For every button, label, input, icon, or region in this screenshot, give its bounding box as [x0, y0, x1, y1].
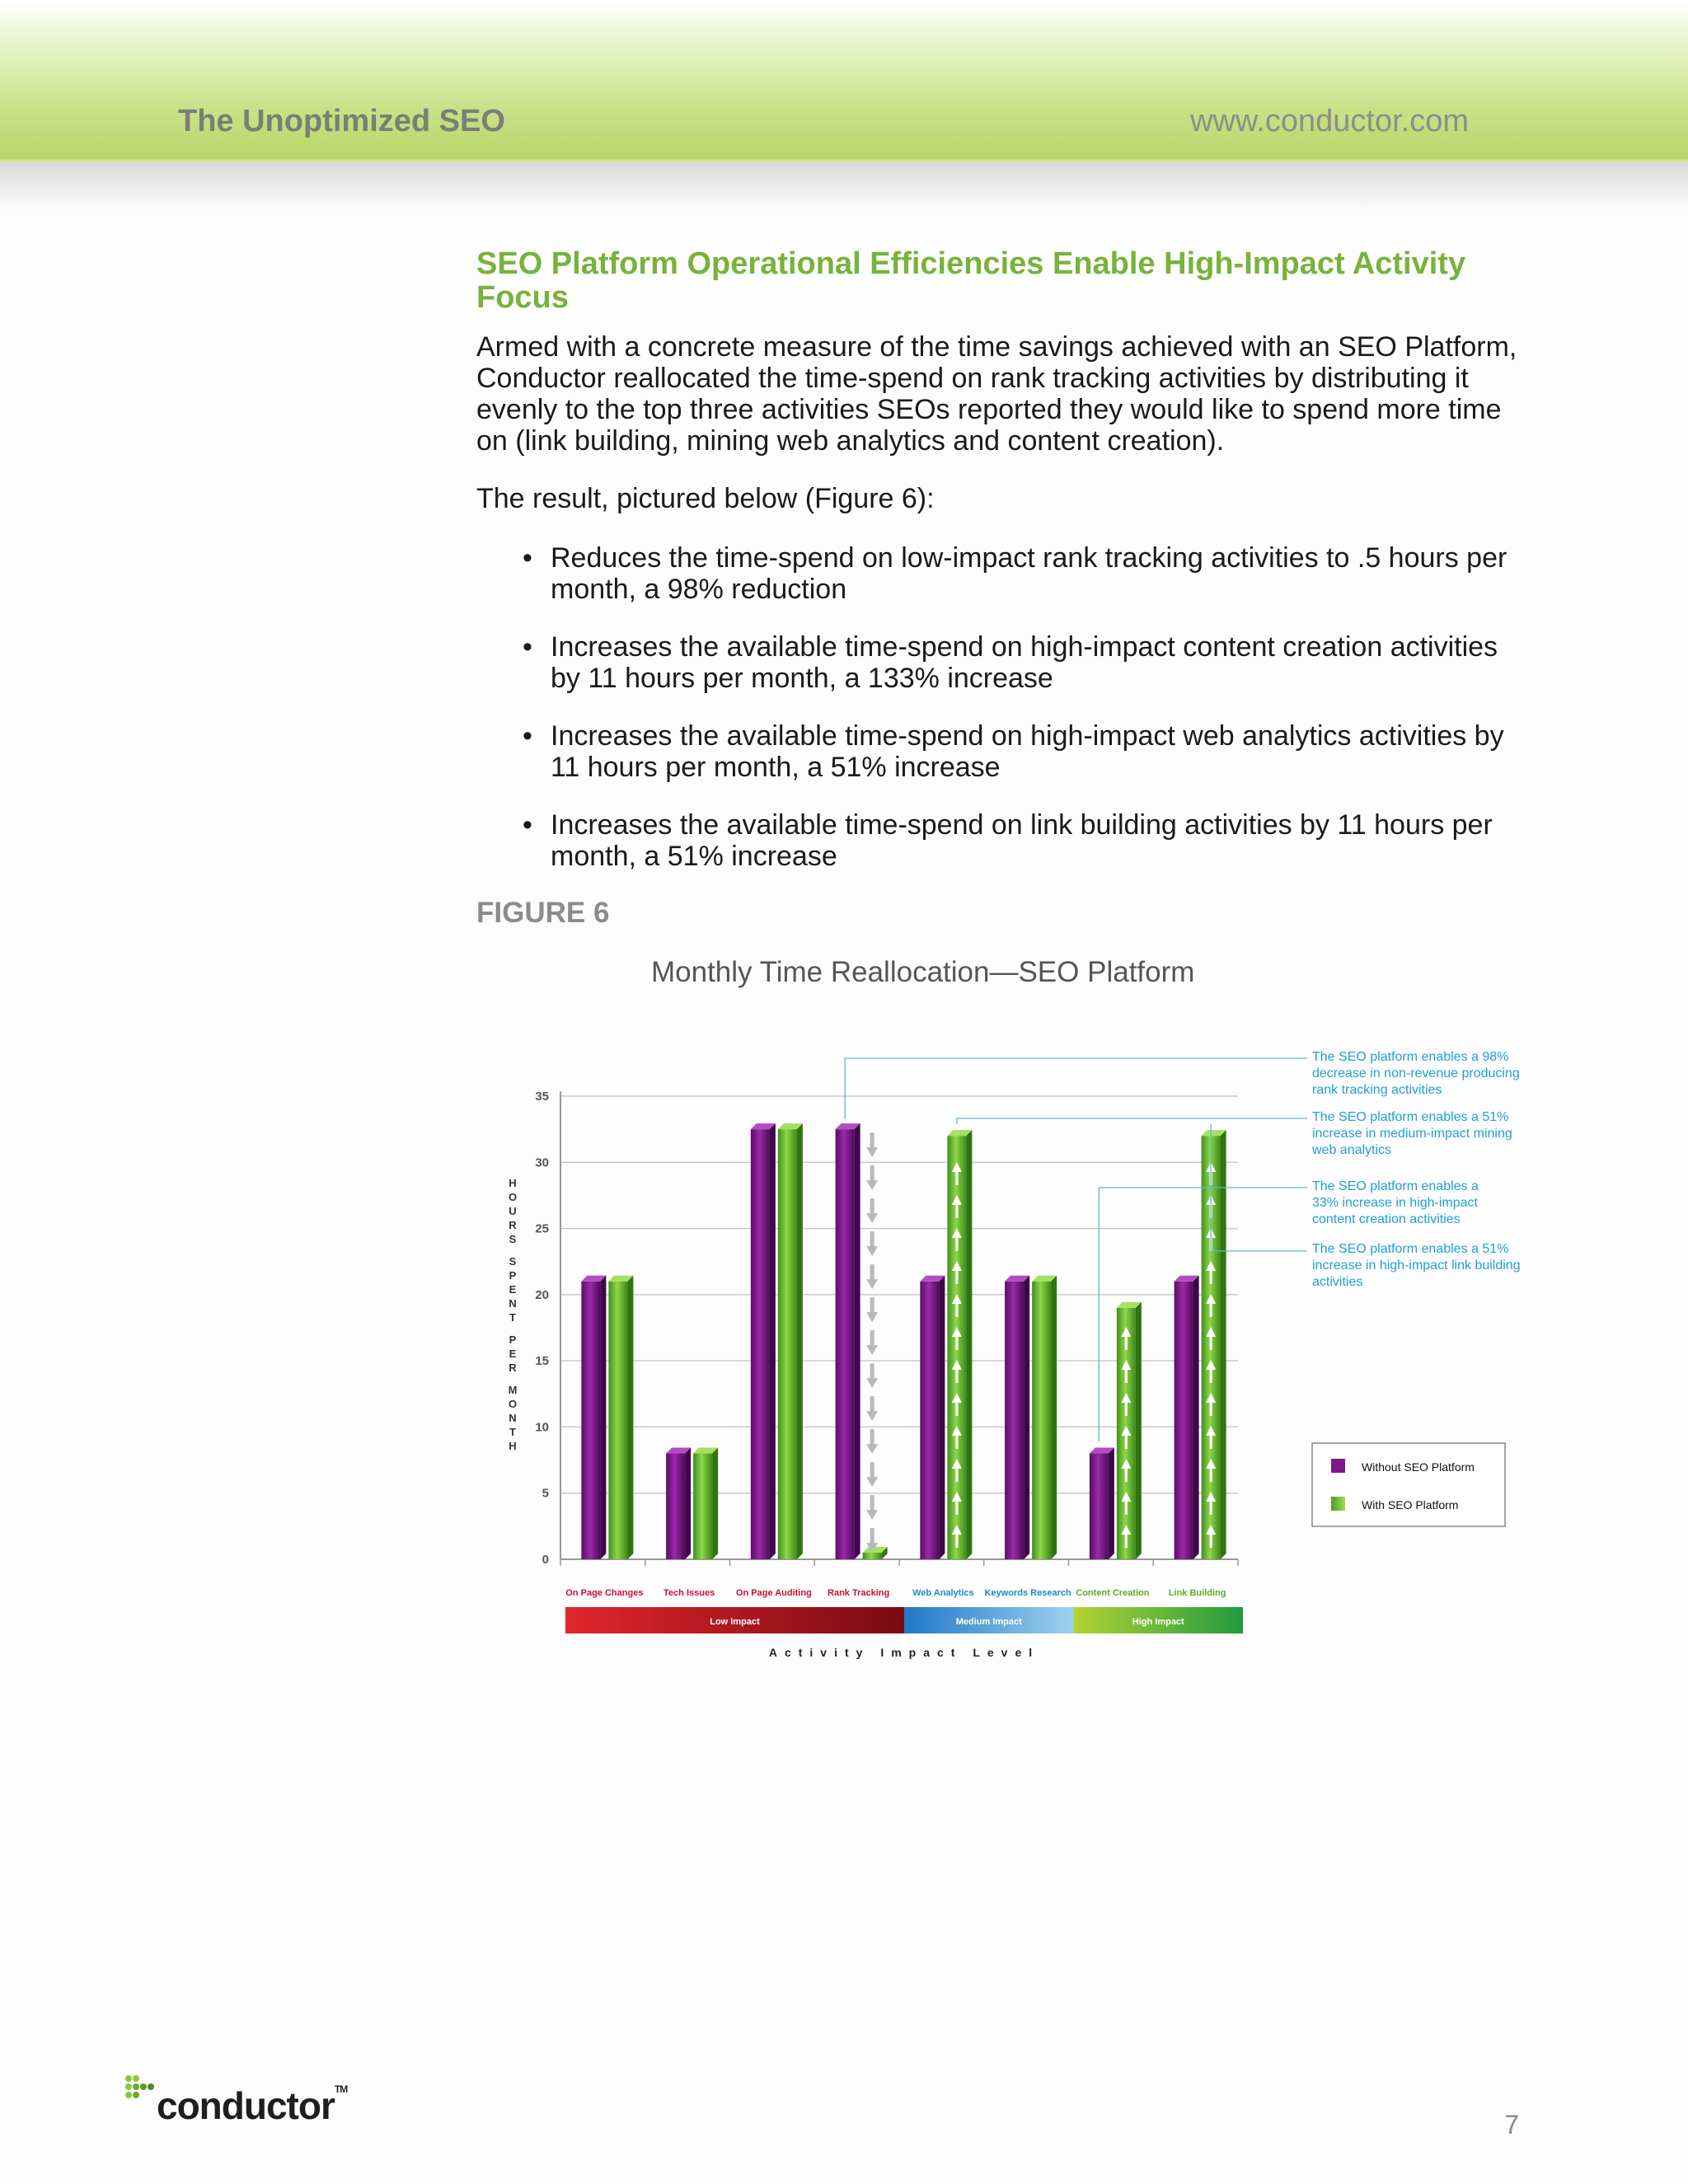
x-category-label: Link Building [1168, 1588, 1226, 1598]
result-bullet-4: • Increases the available time-spend on link building activities by 11 hours per month, a 51% increase [551, 809, 1523, 872]
annotation-leader [845, 1058, 1307, 1119]
x-category-label: On Page Changes [565, 1588, 644, 1598]
annotation-text: increase in medium-impact mining [1312, 1127, 1512, 1141]
annotation-text: content creation activities [1312, 1212, 1461, 1226]
impact-band-label: Low Impact [710, 1617, 760, 1627]
annotation-text: The SEO platform enables a 51% [1312, 1110, 1509, 1124]
y-tick-label: 5 [542, 1486, 549, 1501]
result-bullet-1: • Reduces the time-spend on low-impact rank tracking activities to .5 hours per month, a 98% reduction [551, 542, 1523, 605]
x-axis-label: Activity Impact Level [768, 1646, 1040, 1659]
down-arrow-head [866, 1378, 878, 1388]
x-category-label: Web Analytics [912, 1588, 974, 1598]
x-category-label: On Page Auditing [735, 1588, 812, 1598]
y-axis-label [509, 1177, 518, 1452]
page-number: 7 [1504, 2110, 1519, 2139]
annotation-text: The SEO platform enables a 98% [1312, 1050, 1509, 1064]
header-url[interactable]: www.conductor.com [1190, 104, 1469, 138]
bar-with-side [966, 1130, 972, 1559]
bar-without-side [855, 1123, 860, 1559]
y-tick-label: 10 [535, 1420, 549, 1435]
annotation-leader [957, 1118, 1307, 1124]
result-bullet-2: • Increases the available time-spend on high-impact content creation activities by 11 hours per month, a 133% increase [551, 631, 1523, 694]
bar-with-side [712, 1448, 718, 1559]
down-arrow-head [866, 1180, 878, 1190]
conductor-logo-text: conductor™ [157, 2083, 348, 2127]
chart-legend [1312, 1443, 1505, 1526]
bar-with-face [863, 1553, 882, 1559]
annotation-text: The SEO platform enables a 51% [1312, 1242, 1509, 1256]
y-axis-letter: U [509, 1205, 517, 1217]
bar-without [666, 1448, 691, 1559]
bar-without-face [666, 1454, 685, 1559]
bar-with-side [1221, 1130, 1226, 1559]
down-arrow-head [866, 1213, 878, 1223]
bar-without-side [1109, 1448, 1114, 1559]
bar-with-face [693, 1454, 712, 1559]
legend-label-without: Without SEO Platform [1362, 1460, 1475, 1474]
bar-with [863, 1547, 888, 1559]
y-axis-letter: E [509, 1283, 517, 1296]
annotation-text: activities [1312, 1275, 1363, 1289]
intro-paragraph: Armed with a concrete measure of the time savings achieved with an SEO Platform, Conductor reallocated the time-spend on rank tracking activities by distributing it evenly to the top three activities SEOs reported they would like to spend more time on (link building, mining web analytics and content creation). [476, 331, 1517, 457]
figure-label: FIGURE 6 [476, 897, 610, 929]
down-arrow-head [866, 1444, 878, 1454]
y-axis-letter: H [509, 1440, 517, 1452]
bar-without [1175, 1276, 1199, 1559]
legend-box [1312, 1443, 1505, 1526]
bar-without-side [1024, 1276, 1029, 1559]
bar-with [608, 1276, 633, 1559]
y-tick-label: 30 [535, 1155, 549, 1170]
y-axis-letter: N [509, 1412, 517, 1424]
page-header [0, 0, 1688, 165]
x-axis-categories [565, 1588, 1226, 1598]
bar-without [1005, 1276, 1029, 1559]
x-category-label: Keywords Research [984, 1588, 1071, 1598]
bar-with [1202, 1130, 1226, 1559]
y-axis-letter: O [508, 1398, 518, 1410]
chart-bars [581, 1123, 1226, 1559]
bar-without [581, 1276, 606, 1559]
annotation-text: rank tracking activities [1312, 1083, 1442, 1097]
bar-without-side [770, 1123, 776, 1559]
bar-without-face [920, 1282, 939, 1559]
down-arrow-head [866, 1312, 878, 1322]
bar-without [751, 1123, 776, 1559]
down-arrow-head [866, 1477, 878, 1487]
x-category-label: Rank Tracking [828, 1588, 890, 1598]
annotation-text: 33% increase in high-impact [1312, 1196, 1478, 1210]
bar-with [1032, 1276, 1057, 1559]
bar-with [1117, 1302, 1142, 1559]
y-tick-label: 35 [535, 1090, 549, 1104]
annotation-text: web analytics [1312, 1143, 1392, 1157]
down-arrow-head [866, 1345, 878, 1355]
y-axis-letter: E [509, 1347, 517, 1360]
y-tick-label: 15 [535, 1354, 549, 1369]
section-heading: SEO Platform Operational Efficiencies Enable High-Impact Activity Focus [476, 246, 1466, 315]
y-axis-letter: M [508, 1384, 518, 1396]
x-category-label: Content Creation [1076, 1588, 1150, 1598]
y-axis-letter: R [509, 1361, 517, 1374]
article-body [476, 247, 1523, 898]
impact-band-label: High Impact [1132, 1617, 1184, 1627]
y-axis-letter: O [508, 1191, 518, 1203]
bar-without-side [685, 1448, 691, 1559]
y-axis-letter: P [509, 1333, 517, 1346]
y-axis-letter: T [509, 1426, 516, 1438]
bar-without [920, 1276, 945, 1559]
annotation-text: increase in high-impact link building [1312, 1258, 1521, 1272]
chart-title: Monthly Time Reallocation—SEO Platform [651, 956, 1195, 988]
bar-without-side [1193, 1276, 1199, 1559]
header-shadow [0, 162, 1688, 211]
bar-with-face [608, 1282, 627, 1559]
bar-without-side [600, 1276, 606, 1559]
y-axis-letter: R [509, 1219, 517, 1231]
bar-with-side [797, 1123, 803, 1559]
y-axis-letter: N [509, 1297, 517, 1310]
result-bullet-3: • Increases the available time-spend on high-impact web analytics activities by 11 hours per month, a 51% increase [551, 720, 1523, 783]
bar-with-side [1051, 1276, 1057, 1559]
bar-with-side [1136, 1302, 1142, 1559]
conductor-logo-icon [124, 2073, 160, 2109]
y-axis-letter: S [509, 1233, 517, 1245]
down-arrow-head [866, 1246, 878, 1256]
y-axis-letter: S [509, 1255, 517, 1268]
bar-with [778, 1123, 803, 1559]
bar-with-face [778, 1129, 797, 1559]
legend-label-with: With SEO Platform [1362, 1498, 1459, 1511]
down-arrow-head [866, 1411, 878, 1421]
bar-with [947, 1130, 972, 1559]
result-lead: The result, pictured below (Figure 6): [476, 483, 935, 514]
impact-band-label: Medium Impact [955, 1617, 1022, 1627]
bar-with-face [1032, 1282, 1051, 1559]
y-axis-letter: P [509, 1269, 517, 1282]
impact-bands [565, 1607, 1243, 1659]
bar-with [693, 1448, 718, 1559]
legend-swatch-without [1331, 1459, 1345, 1473]
bar-without-face [581, 1282, 600, 1559]
y-axis-letter: H [509, 1177, 517, 1189]
bar-without-side [939, 1276, 945, 1559]
bar-without-face [1175, 1282, 1193, 1559]
bar-without-face [751, 1129, 770, 1559]
y-axis-letter: T [509, 1311, 516, 1324]
bar-without [836, 1123, 860, 1559]
y-tick-label: 25 [535, 1221, 549, 1236]
bar-without-face [836, 1129, 855, 1559]
bar-without [1090, 1448, 1114, 1559]
result-list [476, 542, 1523, 872]
bar-without-face [1090, 1454, 1109, 1559]
header-title: The Unoptimized SEO [178, 104, 505, 138]
y-tick-label: 0 [542, 1553, 549, 1567]
bar-without-face [1005, 1282, 1024, 1559]
annotation-text: The SEO platform enables a [1312, 1179, 1479, 1193]
time-reallocation-chart [495, 1047, 1566, 1690]
bar-with-side [627, 1276, 633, 1559]
legend-swatch-with [1331, 1497, 1345, 1511]
down-arrow-head [866, 1147, 878, 1157]
down-arrow-head [866, 1279, 878, 1289]
down-arrow-head [866, 1510, 878, 1520]
annotation-text: decrease in non-revenue producing [1312, 1066, 1520, 1080]
x-category-label: Tech Issues [663, 1588, 715, 1598]
y-tick-label: 20 [535, 1287, 549, 1302]
